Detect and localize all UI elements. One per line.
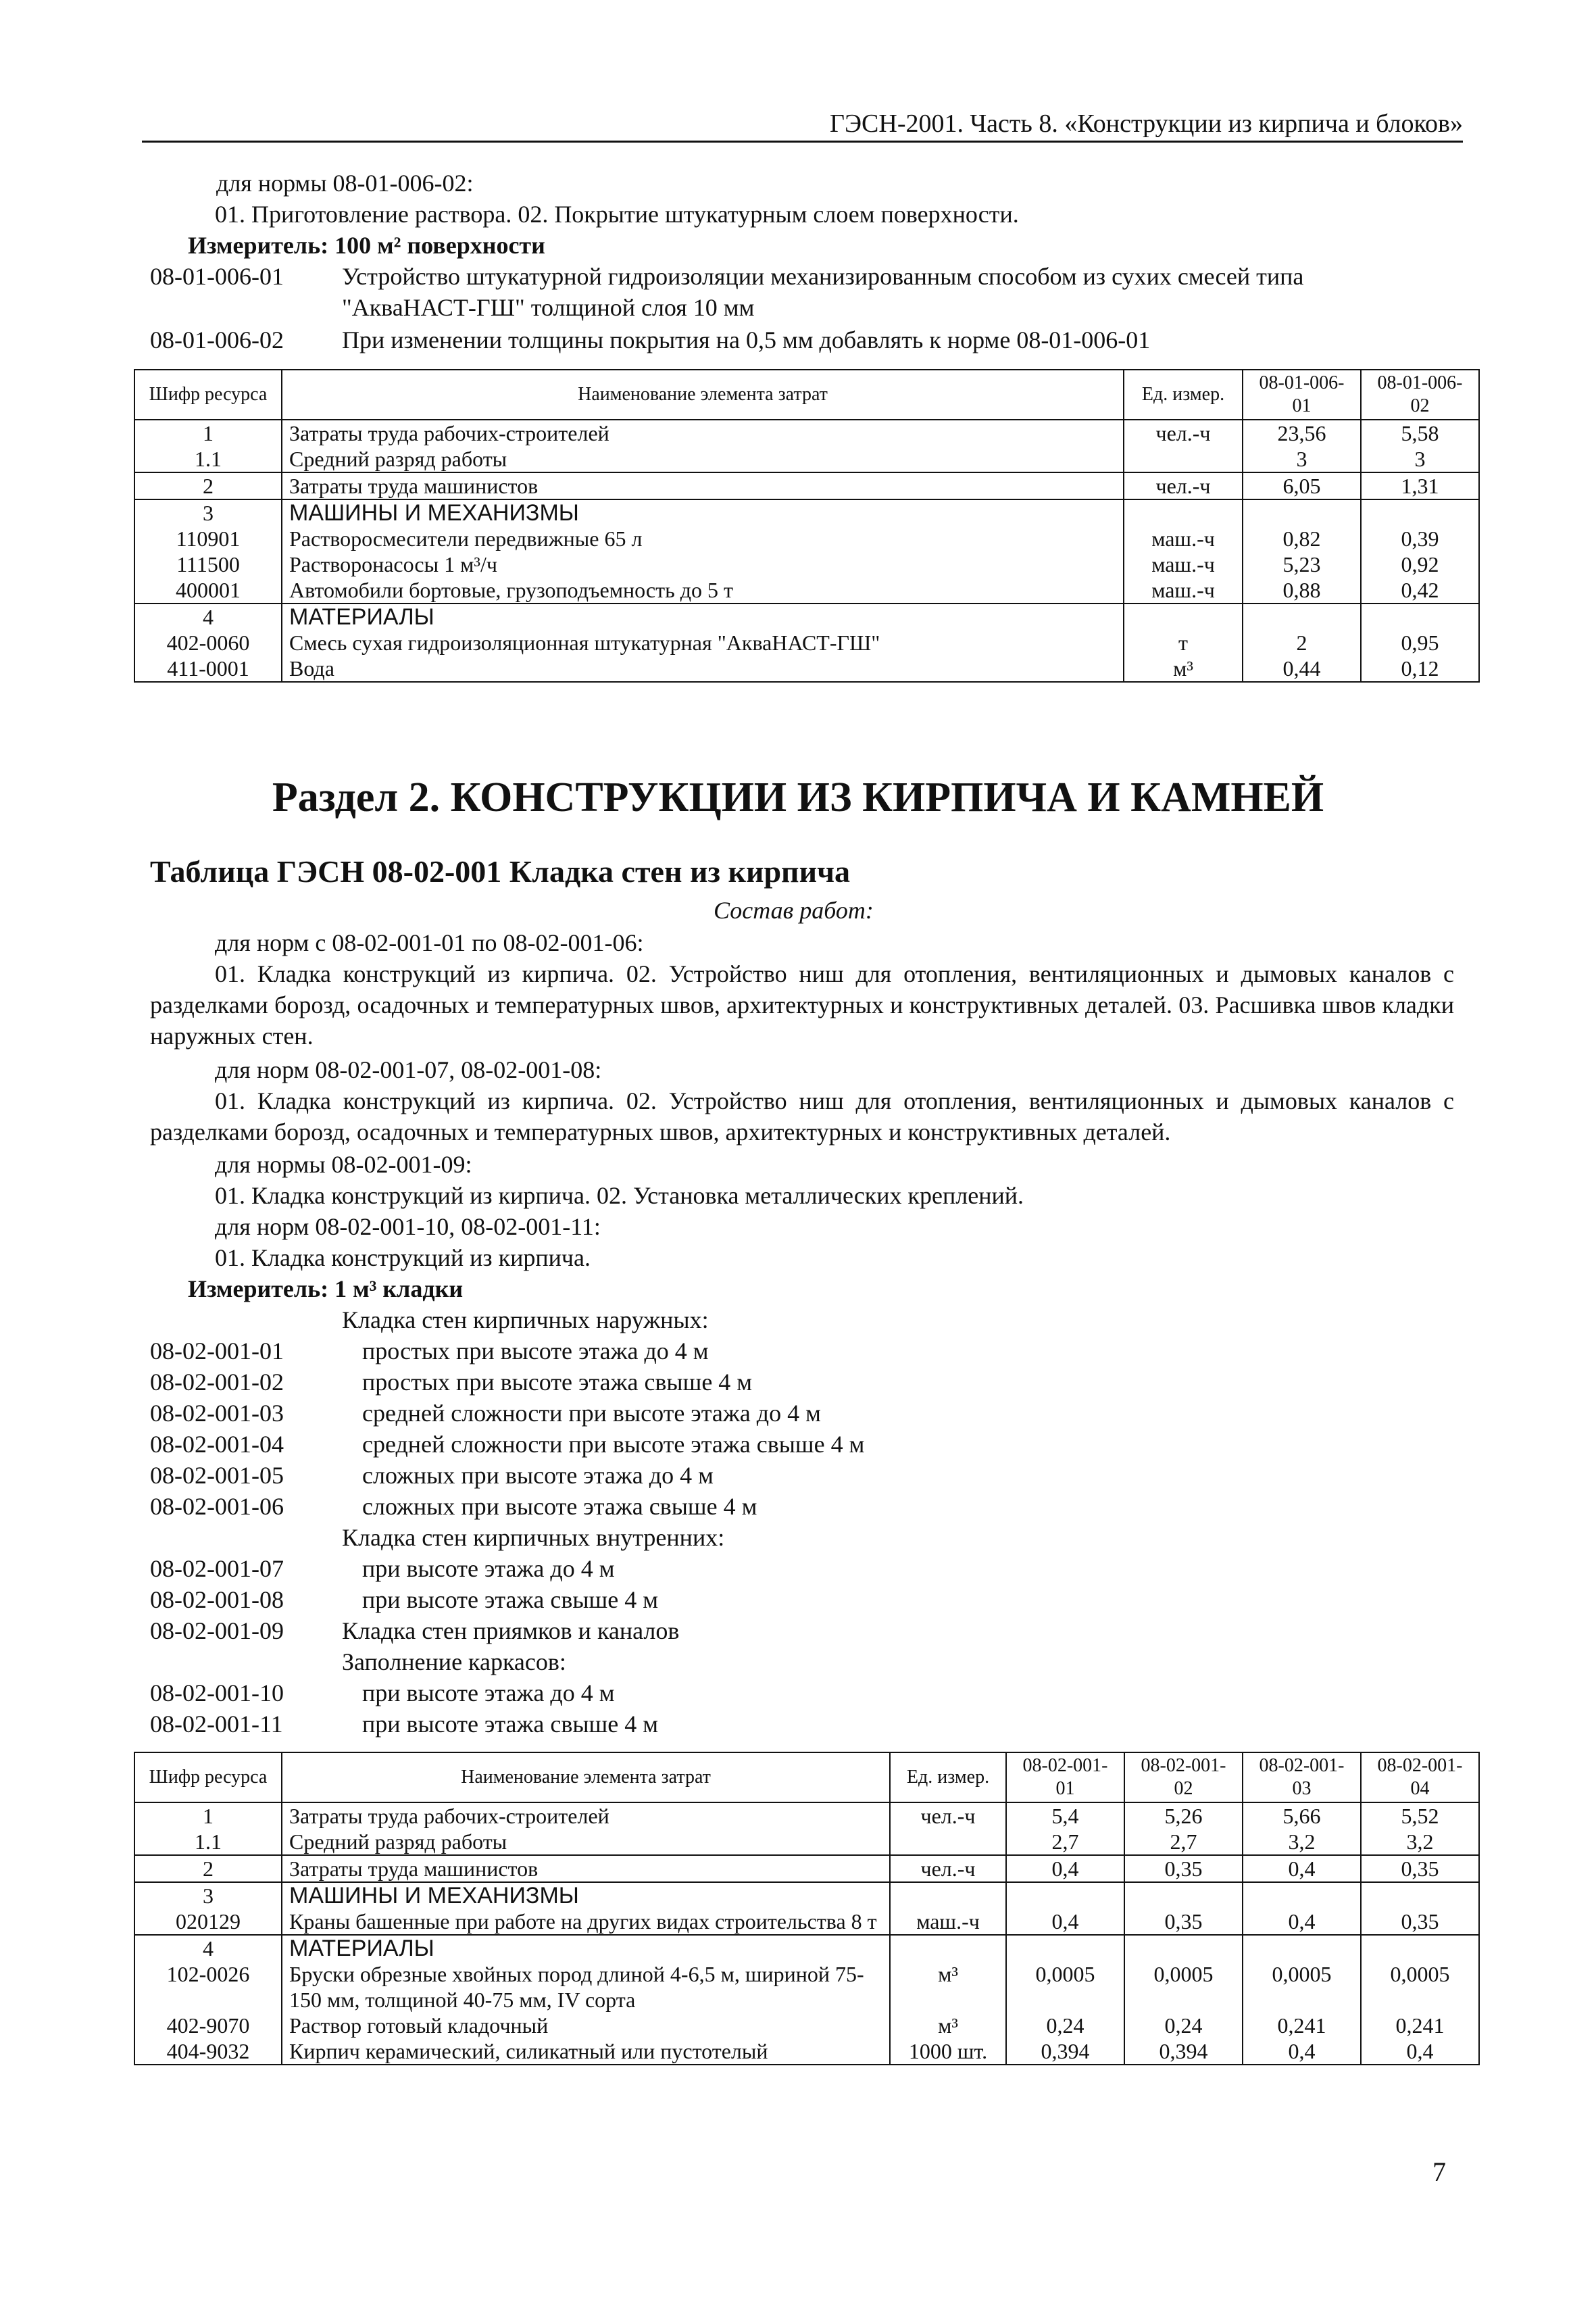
value-cell: 0,394 bbox=[1006, 2038, 1124, 2065]
norm-text-cont: "АкваНАСТ-ГШ" толщиной слоя 10 мм bbox=[342, 294, 755, 321]
table-header-row bbox=[134, 370, 1479, 420]
value-cell bbox=[1124, 1882, 1243, 1909]
norm-group-label: Кладка стен кирпичных внутренних: bbox=[342, 1524, 725, 1551]
resource-code: 020129 bbox=[134, 1909, 282, 1935]
work-for-label: для нормы 08-02-001-09: bbox=[215, 1151, 472, 1178]
table-row bbox=[134, 1829, 1479, 1855]
work-for-label: для норм 08-02-001-10, 08-02-001-11: bbox=[215, 1213, 601, 1240]
resource-code: 1.1 bbox=[134, 1829, 282, 1855]
value-cell bbox=[1243, 604, 1361, 630]
norm-text: Устройство штукатурной гидроизоляции механизированным способом из сухих смесей типа bbox=[342, 263, 1304, 290]
norm-text: средней сложности при высоте этажа свыше 4 м bbox=[362, 1431, 865, 1458]
table-row bbox=[134, 446, 1479, 472]
resource-unit: чел.-ч bbox=[890, 1802, 1006, 1829]
value-cell: 3 bbox=[1243, 446, 1361, 472]
value-cell: 0,95 bbox=[1361, 630, 1479, 656]
work-text: 01. Кладка конструкций из кирпича. bbox=[215, 1244, 591, 1271]
value-cell: 2,7 bbox=[1006, 1829, 1124, 1855]
value-cell: 5,26 bbox=[1124, 1802, 1243, 1829]
norm-code: 08-02-001-10 bbox=[150, 1679, 284, 1706]
value-cell: 0,241 bbox=[1361, 2013, 1479, 2038]
table-row bbox=[134, 2038, 1479, 2065]
header-cell: 08-02-001-02 bbox=[1124, 1752, 1243, 1802]
table-header-row bbox=[134, 1752, 1479, 1802]
resource-code: 2 bbox=[134, 1855, 282, 1882]
value-cell: 0,4 bbox=[1006, 1855, 1124, 1882]
norm-for-label: для нормы 08-01-006-02: bbox=[216, 170, 474, 197]
value-cell: 0,4 bbox=[1243, 1855, 1361, 1882]
value-cell bbox=[1124, 1935, 1243, 1961]
value-cell: 0,24 bbox=[1124, 2013, 1243, 2038]
value-cell bbox=[1006, 1882, 1124, 1909]
value-cell: 0,12 bbox=[1361, 656, 1479, 682]
resource-unit bbox=[890, 1882, 1006, 1909]
value-cell: 23,56 bbox=[1243, 420, 1361, 446]
value-cell: 6,05 bbox=[1243, 472, 1361, 499]
norm-text: при высоте этажа до 4 м bbox=[362, 1679, 615, 1706]
resource-table-1 bbox=[134, 369, 1480, 683]
work-for-label: для норм 08-02-001-07, 08-02-001-08: bbox=[215, 1056, 602, 1083]
norm-group-label: Кладка стен кирпичных наружных: bbox=[342, 1306, 709, 1333]
section-name: МАШИНЫ И МЕХАНИЗМЫ bbox=[282, 499, 1124, 526]
value-cell: 0,241 bbox=[1243, 2013, 1361, 2038]
value-cell: 5,4 bbox=[1006, 1802, 1124, 1829]
value-cell: 0,42 bbox=[1361, 577, 1479, 604]
work-text: 01. Кладка конструкций из кирпича. 02. Устройство ниш для отопления, вентиляционных и дымовых каналов с разделками борозд, осадочных и температурных швов, архитектурных и конструктивных деталей. bbox=[150, 1087, 1454, 1146]
table-row bbox=[134, 420, 1479, 446]
table-section-row bbox=[134, 604, 1479, 630]
norm-code: 08-02-001-04 bbox=[150, 1431, 284, 1458]
value-cell: 1,31 bbox=[1361, 472, 1479, 499]
value-cell: 0,44 bbox=[1243, 656, 1361, 682]
norm-code: 08-02-001-05 bbox=[150, 1462, 284, 1489]
norm-code: 08-02-001-11 bbox=[150, 1710, 283, 1738]
value-cell: 5,58 bbox=[1361, 420, 1479, 446]
value-cell: 3 bbox=[1361, 446, 1479, 472]
resource-table-2 bbox=[134, 1752, 1480, 2065]
work-for-label: для норм с 08-02-001-01 по 08-02-001-06: bbox=[215, 929, 644, 956]
header-cell: 08-02-001-04 bbox=[1361, 1752, 1479, 1802]
value-cell bbox=[1361, 1935, 1479, 1961]
resource-unit bbox=[890, 1829, 1006, 1855]
resource-code: 2 bbox=[134, 472, 282, 499]
value-cell: 0,4 bbox=[1361, 2038, 1479, 2065]
norm-text: сложных при высоте этажа свыше 4 м bbox=[362, 1493, 757, 1520]
header-cell: 08-01-006-01 bbox=[1243, 370, 1361, 420]
table-row bbox=[134, 1961, 1479, 2013]
resource-code: 402-9070 bbox=[134, 2013, 282, 2038]
value-cell: 0,24 bbox=[1006, 2013, 1124, 2038]
section-title: Раздел 2. КОНСТРУКЦИИ ИЗ КИРПИЧА И КАМНЕЙ bbox=[272, 774, 1324, 820]
norm-code: 08-01-006-02 bbox=[150, 326, 284, 353]
norm-code: 08-02-001-03 bbox=[150, 1400, 284, 1427]
table-row bbox=[134, 1909, 1479, 1935]
header-cell: Ед. измер. bbox=[890, 1752, 1006, 1802]
table-row bbox=[134, 656, 1479, 682]
value-cell: 5,52 bbox=[1361, 1802, 1479, 1829]
resource-name: Затраты труда машинистов bbox=[282, 472, 1124, 499]
resource-unit: чел.-ч bbox=[890, 1855, 1006, 1882]
norm-text: Кладка стен приямков и каналов bbox=[342, 1617, 680, 1644]
work-text: 01. Кладка конструкций из кирпича. 02. Установка металлических креплений. bbox=[215, 1182, 1024, 1209]
value-cell bbox=[1243, 1882, 1361, 1909]
table-row bbox=[134, 630, 1479, 656]
resource-unit: маш.-ч bbox=[1124, 551, 1243, 577]
resource-unit bbox=[890, 1935, 1006, 1961]
value-cell: 2 bbox=[1243, 630, 1361, 656]
resource-code: 4 bbox=[134, 604, 282, 630]
resource-unit: маш.-ч bbox=[1124, 577, 1243, 604]
table-row bbox=[134, 526, 1479, 551]
value-cell: 0,35 bbox=[1124, 1855, 1243, 1882]
resource-unit: чел.-ч bbox=[1124, 472, 1243, 499]
value-cell: 5,66 bbox=[1243, 1802, 1361, 1829]
meter-label: Измеритель: 100 м² поверхности bbox=[188, 232, 545, 259]
meter-label: Измеритель: 1 м³ кладки bbox=[188, 1275, 464, 1302]
resource-name: Растворосмесители передвижные 65 л bbox=[282, 526, 1124, 551]
table-row bbox=[134, 1855, 1479, 1882]
value-cell: 0,0005 bbox=[1124, 1961, 1243, 2013]
resource-code: 402-0060 bbox=[134, 630, 282, 656]
header-cell: Наименование элемента затрат bbox=[282, 370, 1124, 420]
value-cell bbox=[1243, 1935, 1361, 1961]
norm-code: 08-02-001-09 bbox=[150, 1617, 284, 1644]
value-cell: 0,0005 bbox=[1361, 1961, 1479, 2013]
resource-unit: м³ bbox=[890, 1961, 1006, 2013]
norm-code: 08-02-001-01 bbox=[150, 1337, 284, 1364]
norm-text: простых при высоте этажа свыше 4 м bbox=[362, 1369, 753, 1396]
norm-code: 08-02-001-07 bbox=[150, 1555, 284, 1582]
value-cell: 0,0005 bbox=[1243, 1961, 1361, 2013]
value-cell: 2,7 bbox=[1124, 1829, 1243, 1855]
norm-code: 08-02-001-08 bbox=[150, 1586, 284, 1613]
resource-name: Смесь сухая гидроизоляционная штукатурная "АкваНАСТ-ГШ" bbox=[282, 630, 1124, 656]
operations-text: 01. Приготовление раствора. 02. Покрытие штукатурным слоем поверхности. bbox=[215, 201, 1019, 228]
value-cell: 0,4 bbox=[1243, 1909, 1361, 1935]
resource-code: 111500 bbox=[134, 551, 282, 577]
resource-unit bbox=[1124, 604, 1243, 630]
resource-unit: м³ bbox=[1124, 656, 1243, 682]
work-composition-label: Состав работ: bbox=[714, 897, 874, 924]
header-cell: Шифр ресурса bbox=[134, 1752, 282, 1802]
norm-text: при высоте этажа свыше 4 м bbox=[362, 1586, 659, 1613]
value-cell: 0,394 bbox=[1124, 2038, 1243, 2065]
value-cell bbox=[1361, 1882, 1479, 1909]
resource-name: Вода bbox=[282, 656, 1124, 682]
resource-name: Средний разряд работы bbox=[282, 446, 1124, 472]
value-cell bbox=[1361, 604, 1479, 630]
norm-text: при высоте этажа свыше 4 м bbox=[362, 1710, 659, 1738]
header-cell: 08-02-001-03 bbox=[1243, 1752, 1361, 1802]
value-cell: 0,82 bbox=[1243, 526, 1361, 551]
value-cell: 0,4 bbox=[1243, 2038, 1361, 2065]
value-cell bbox=[1243, 499, 1361, 526]
resource-code: 3 bbox=[134, 499, 282, 526]
resource-unit: м³ bbox=[890, 2013, 1006, 2038]
resource-name: Растворонасосы 1 м³/ч bbox=[282, 551, 1124, 577]
value-cell: 0,92 bbox=[1361, 551, 1479, 577]
resource-code: 404-9032 bbox=[134, 2038, 282, 2065]
resource-unit: т bbox=[1124, 630, 1243, 656]
table-title: Таблица ГЭСН 08-02-001 Кладка стен из кирпича bbox=[150, 854, 851, 889]
resource-name: Кирпич керамический, силикатный или пустотелый bbox=[282, 2038, 890, 2065]
norm-text: При изменении толщины покрытия на 0,5 мм добавлять к норме 08-01-006-01 bbox=[342, 326, 1151, 353]
resource-name: Затраты труда рабочих-строителей bbox=[282, 1802, 890, 1829]
resource-name: Затраты труда рабочих-строителей bbox=[282, 420, 1124, 446]
resource-name: Бруски обрезные хвойных пород длиной 4-6,5 м, шириной 75-150 мм, толщиной 40-75 мм, IV сорта bbox=[282, 1961, 890, 2013]
section-name: МАТЕРИАЛЫ bbox=[282, 1935, 890, 1961]
norm-text: простых при высоте этажа до 4 м bbox=[362, 1337, 709, 1364]
header-cell: Наименование элемента затрат bbox=[282, 1752, 890, 1802]
value-cell bbox=[1006, 1935, 1124, 1961]
norm-group-label: Заполнение каркасов: bbox=[342, 1648, 566, 1675]
value-cell: 0,35 bbox=[1361, 1909, 1479, 1935]
page-number: 7 bbox=[1432, 2157, 1446, 2187]
header-cell: Ед. измер. bbox=[1124, 370, 1243, 420]
value-cell: 0,0005 bbox=[1006, 1961, 1124, 2013]
resource-unit: маш.-ч bbox=[890, 1909, 1006, 1935]
running-header: ГЭСН-2001. Часть 8. «Конструкции из кирпича и блоков» bbox=[142, 107, 1463, 143]
resource-code: 1 bbox=[134, 420, 282, 446]
value-cell: 0,39 bbox=[1361, 526, 1479, 551]
table-section-row bbox=[134, 499, 1479, 526]
resource-unit: 1000 шт. bbox=[890, 2038, 1006, 2065]
section-name: МАТЕРИАЛЫ bbox=[282, 604, 1124, 630]
value-cell: 0,88 bbox=[1243, 577, 1361, 604]
norm-text: средней сложности при высоте этажа до 4 м bbox=[362, 1400, 821, 1427]
header-cell: 08-01-006-02 bbox=[1361, 370, 1479, 420]
norm-text: при высоте этажа до 4 м bbox=[362, 1555, 615, 1582]
value-cell: 0,35 bbox=[1124, 1909, 1243, 1935]
value-cell: 0,4 bbox=[1006, 1909, 1124, 1935]
value-cell: 0,35 bbox=[1361, 1855, 1479, 1882]
table-row bbox=[134, 1802, 1479, 1829]
resource-name: Затраты труда машинистов bbox=[282, 1855, 890, 1882]
resource-unit: чел.-ч bbox=[1124, 420, 1243, 446]
norm-code: 08-02-001-02 bbox=[150, 1369, 284, 1396]
resource-name: Средний разряд работы bbox=[282, 1829, 890, 1855]
norm-text: сложных при высоте этажа до 4 м bbox=[362, 1462, 714, 1489]
value-cell: 3,2 bbox=[1243, 1829, 1361, 1855]
norm-code: 08-01-006-01 bbox=[150, 263, 284, 290]
table-section-row bbox=[134, 1882, 1479, 1909]
resource-code: 411-0001 bbox=[134, 656, 282, 682]
table-row bbox=[134, 2013, 1479, 2038]
resource-code: 1 bbox=[134, 1802, 282, 1829]
resource-unit bbox=[1124, 499, 1243, 526]
header-cell: 08-02-001-01 bbox=[1006, 1752, 1124, 1802]
resource-code: 110901 bbox=[134, 526, 282, 551]
norm-code: 08-02-001-06 bbox=[150, 1493, 284, 1520]
value-cell: 5,23 bbox=[1243, 551, 1361, 577]
resource-code: 102-0026 bbox=[134, 1961, 282, 2013]
work-text: 01. Кладка конструкций из кирпича. 02. Устройство ниш для отопления, вентиляционных и дымовых каналов с разделками борозд, осадочных и температурных швов, архитектурных и конструктивных деталей. 03. Расшивка швов кладки наружных стен. bbox=[150, 960, 1454, 1050]
resource-code: 1.1 bbox=[134, 446, 282, 472]
section-name: МАШИНЫ И МЕХАНИЗМЫ bbox=[282, 1882, 890, 1909]
header-cell: Шифр ресурса bbox=[134, 370, 282, 420]
resource-code: 3 bbox=[134, 1882, 282, 1909]
table-section-row bbox=[134, 1935, 1479, 1961]
value-cell bbox=[1361, 499, 1479, 526]
resource-code: 400001 bbox=[134, 577, 282, 604]
resource-name: Автомобили бортовые, грузоподъемность до 5 т bbox=[282, 577, 1124, 604]
table-row bbox=[134, 577, 1479, 604]
table-row bbox=[134, 551, 1479, 577]
value-cell: 3,2 bbox=[1361, 1829, 1479, 1855]
resource-unit bbox=[1124, 446, 1243, 472]
resource-unit: маш.-ч bbox=[1124, 526, 1243, 551]
resource-name: Раствор готовый кладочный bbox=[282, 2013, 890, 2038]
resource-name: Краны башенные при работе на других видах строительства 8 т bbox=[282, 1909, 890, 1935]
table-row bbox=[134, 472, 1479, 499]
resource-code: 4 bbox=[134, 1935, 282, 1961]
